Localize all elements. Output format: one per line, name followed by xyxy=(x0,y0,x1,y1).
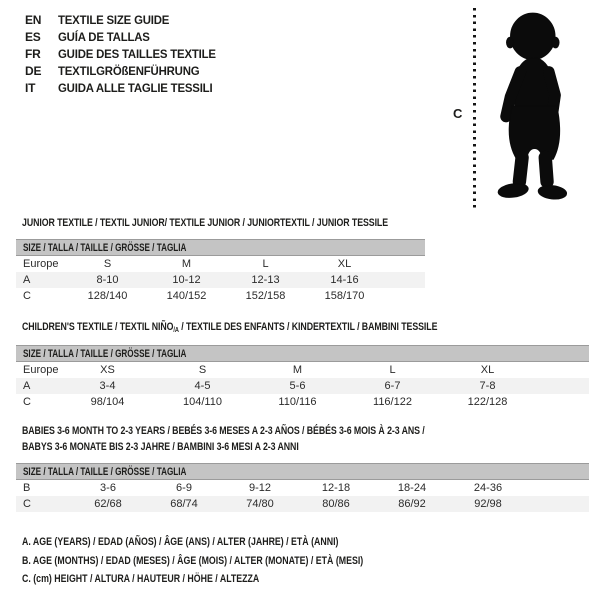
height-measure-dotted-line xyxy=(473,8,476,208)
size-header-label: SIZE / TALLA / TAILLE / GRÖSSE / TAGLIA xyxy=(23,241,187,254)
table-row: A 8-10 10-12 12-13 14-16 xyxy=(16,272,425,288)
size-header-label: SIZE / TALLA / TAILLE / GRÖSSE / TAGLIA xyxy=(23,347,187,360)
language-code: ES xyxy=(25,29,41,44)
row-label: Europe xyxy=(23,257,59,270)
language-row xyxy=(25,62,224,79)
row-label: C xyxy=(23,289,31,302)
language-code: FR xyxy=(25,46,41,61)
language-title: GUIDA ALLE TAGLIE TESSILI xyxy=(58,80,213,95)
junior-size-table xyxy=(16,239,425,304)
language-code: EN xyxy=(25,12,42,27)
language-code: DE xyxy=(25,63,42,78)
language-title: GUÍA DE TALLAS xyxy=(58,29,150,44)
table-row: C 128/140 140/152 152/158 158/170 xyxy=(16,288,425,304)
babies-section-title: BABIES 3-6 MONTH TO 2-3 YEARS / BEBÉS 3-6 MESES A 2-3 AÑOS / BÉBÉS 3-6 MOIS À 2-3 ANS / BABYS 3-6 MONATE BIS 2-3 JAHRE / BAMBINI 3-6 MESI A 2-3 ANNI xyxy=(22,425,425,453)
table-row: C 62/68 68/74 74/80 80/86 86/92 92/98 xyxy=(16,496,589,512)
children-size-table xyxy=(16,345,589,410)
note-height: C. (cm) HEIGHT / ALTURA / HAUTEUR / HÖHE / ALTEZZA xyxy=(22,573,260,585)
size-header-label: SIZE / TALLA / TAILLE / GRÖSSE / TAGLIA xyxy=(23,465,187,478)
note-age-years: A. AGE (YEARS) / EDAD (AÑOS) / ÂGE (ANS) / ALTER (JAHRE) / ETÀ (ANNI) xyxy=(22,536,339,548)
language-title: TEXTILE SIZE GUIDE xyxy=(58,12,170,27)
size-header-band xyxy=(16,346,589,362)
size-header-band xyxy=(16,240,425,256)
language-row xyxy=(25,45,224,62)
nino-a-subscript: /A xyxy=(173,327,179,334)
table-row: Europe XS S M L XL xyxy=(16,362,589,378)
language-title-list xyxy=(25,11,224,96)
language-row xyxy=(25,28,224,45)
children-section-title: CHILDREN'S TEXTILE / TEXTIL NIÑO/A / TEXTILE DES ENFANTS / KINDERTEXTIL / BAMBINI TESSILE xyxy=(22,321,438,334)
row-label: A xyxy=(16,378,60,394)
junior-section-title: JUNIOR TEXTILE / TEXTIL JUNIOR/ TEXTILE JUNIOR / JUNIORTEXTIL / JUNIOR TESSILE xyxy=(22,217,389,229)
row-label: A xyxy=(16,272,68,288)
table-row: C 98/104 104/110 110/116 116/122 122/128 xyxy=(16,394,589,410)
language-code: IT xyxy=(25,80,36,95)
table-row: B 3-6 6-9 9-12 12-18 18-24 24-36 xyxy=(16,480,589,496)
size-header-band xyxy=(16,464,589,480)
language-row xyxy=(25,11,224,28)
height-marker-label: C xyxy=(453,106,463,121)
language-title: GUIDE DES TAILLES TEXTILE xyxy=(58,46,216,61)
row-label: B xyxy=(23,481,31,494)
table-row: A 3-4 4-5 5-6 6-7 7-8 xyxy=(16,378,589,394)
language-title: TEXTILGRÖßENFÜHRUNG xyxy=(58,63,200,78)
legend-notes xyxy=(22,533,449,589)
row-label: C xyxy=(16,496,70,512)
row-label: Europe xyxy=(23,363,59,376)
babies-size-table xyxy=(16,463,589,512)
toddler-silhouette-image xyxy=(486,6,576,211)
note-age-months: B. AGE (MONTHS) / EDAD (MESES) / ÂGE (MOIS) / ALTER (MONATE) / ETÀ (MESI) xyxy=(22,554,364,567)
table-row: Europe S M L XL xyxy=(16,256,425,272)
language-row xyxy=(25,79,224,96)
row-label: C xyxy=(23,395,31,408)
